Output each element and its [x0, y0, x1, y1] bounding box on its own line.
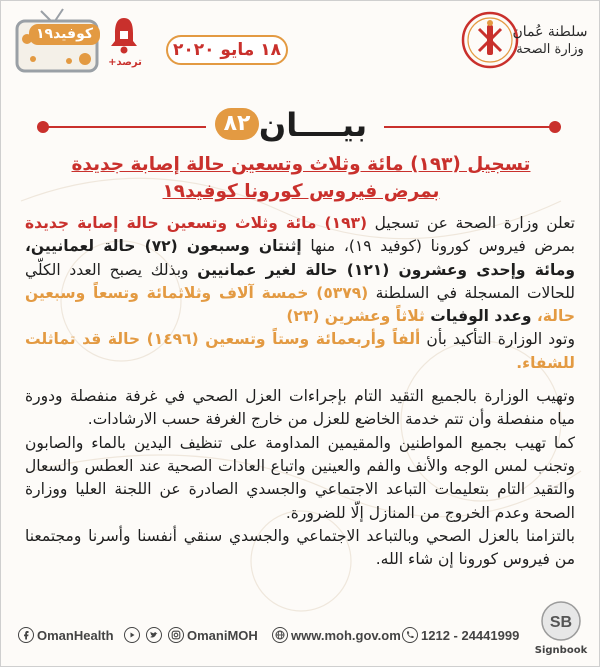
text-segment: تعلن وزارة الصحة عن تسجيل [367, 214, 575, 232]
social-contact[interactable] [121, 625, 258, 645]
headline-line1: تسجيل (١٩٣) مائة وثلاث وتسعين حالة إصابة جديدة [71, 154, 531, 175]
health-handle: OmanHealth [37, 627, 114, 643]
signbook-logo-icon [541, 601, 581, 641]
signbook-mark: SB [549, 614, 573, 631]
deaths-highlight: ثلاثاً وعشرين (٢٣) [286, 307, 425, 326]
text-segment: وبذلك يصبح العدد الكلّي للحالات المسجلة في السلطنة [25, 260, 575, 302]
title-rule-dot-left [37, 121, 49, 133]
paragraph-closing: بالتزامنا بالعزل الصحي وبالتباعد الاجتماعي والجسدي سنقي أنفسنا وأسرنا ومجتمعنا من فيروس كورونا إن شاء الله. [25, 526, 575, 569]
paragraph-cases [25, 212, 575, 328]
phone-icon [402, 627, 418, 643]
statement-body [25, 212, 575, 571]
cases-breakdown-highlight: إثنتان وسبعون (٧٢) حالة لعمانيين، ومائة وإحدى وعشرون (١٢١) حالة لغير عمانيين [25, 237, 575, 279]
website-link: www.moh.gov.om [291, 627, 401, 643]
globe-icon [272, 627, 288, 643]
ministry-line2: وزارة الصحة [516, 42, 584, 57]
date-badge: ١٨ مايو ٢٠٢٠ [166, 35, 288, 65]
deaths-label: وعدد الوفيات [424, 307, 537, 326]
paragraph-recoveries [25, 328, 575, 375]
tarassud-label: ترصد+ [108, 57, 142, 68]
statement-number: ٨٢ [215, 108, 259, 140]
text-segment: بمرض فيروس كورونا (كوفيد ١٩)، منها [301, 237, 575, 256]
title-rule-right [384, 126, 554, 128]
phone-contact[interactable] [399, 625, 519, 645]
website-contact[interactable] [269, 625, 401, 645]
covid-label: كوفيد١٩ [29, 24, 100, 45]
ministry-line1: سلطنة عُمان [512, 24, 588, 40]
title-rule-dot-right [549, 121, 561, 133]
facebook-icon [18, 627, 34, 643]
youtube-icon [124, 627, 140, 643]
recoveries-highlight: ألفاً وأربعمائة وستاً وتسعين (١٤٩٦) حالة قد تماثلت للشفاء. [25, 330, 575, 372]
signbook-label: Signbook [534, 645, 588, 656]
text-segment: وتود الوزارة التأكيد بأن [420, 330, 575, 349]
health-contact[interactable] [15, 625, 114, 645]
ministry-name [507, 23, 593, 59]
new-cases-highlight: (١٩٣) مائة وثلاث وتسعين حالة إصابة جديدة [25, 214, 368, 232]
social-handle: OmaniMOH [187, 627, 258, 643]
footer [1, 601, 599, 666]
statement-word: بيــــان [258, 106, 368, 144]
headline-line2: بمرض فيروس كورونا كوفيد١٩ [162, 181, 440, 202]
paragraph-isolation: وتهيب الوزارة بالجميع التقيد التام بإجراءات العزل الصحي في غرفة منفصلة ودورة مياه منفصلة وأن تتم خدمة الخاضع للعزل من خارج الغرفة حسب الارشادات. [25, 387, 575, 429]
statement-title [1, 101, 599, 153]
instagram-icon [168, 627, 184, 643]
paragraph-hygiene: كما تهيب بجميع المواطنين والمقيمين المداومة على تنظيف اليدين بالماء والصابون وتجنب لمس الوجه والأنف والفم والعينين واتباع العادات الصحية عند العطس والسعال والتقيد التام بتعليمات التباعد الاجتماعي والجسدي الصادرة عن اللجنة العليا ووزارة الصحة وعدم الخروج من المنازل إلّا للضرورة. [25, 433, 575, 522]
total-cases-highlight: (٥٣٧٩) خمسة آلاف وثلاثمائة وتسعاً وسبعين حالة، [25, 283, 575, 326]
twitter-icon [146, 627, 162, 643]
bell-icon [109, 15, 139, 55]
headline [31, 151, 571, 205]
title-rule-left [41, 126, 206, 128]
phone-number: 1212 - 24441999 [421, 627, 520, 643]
